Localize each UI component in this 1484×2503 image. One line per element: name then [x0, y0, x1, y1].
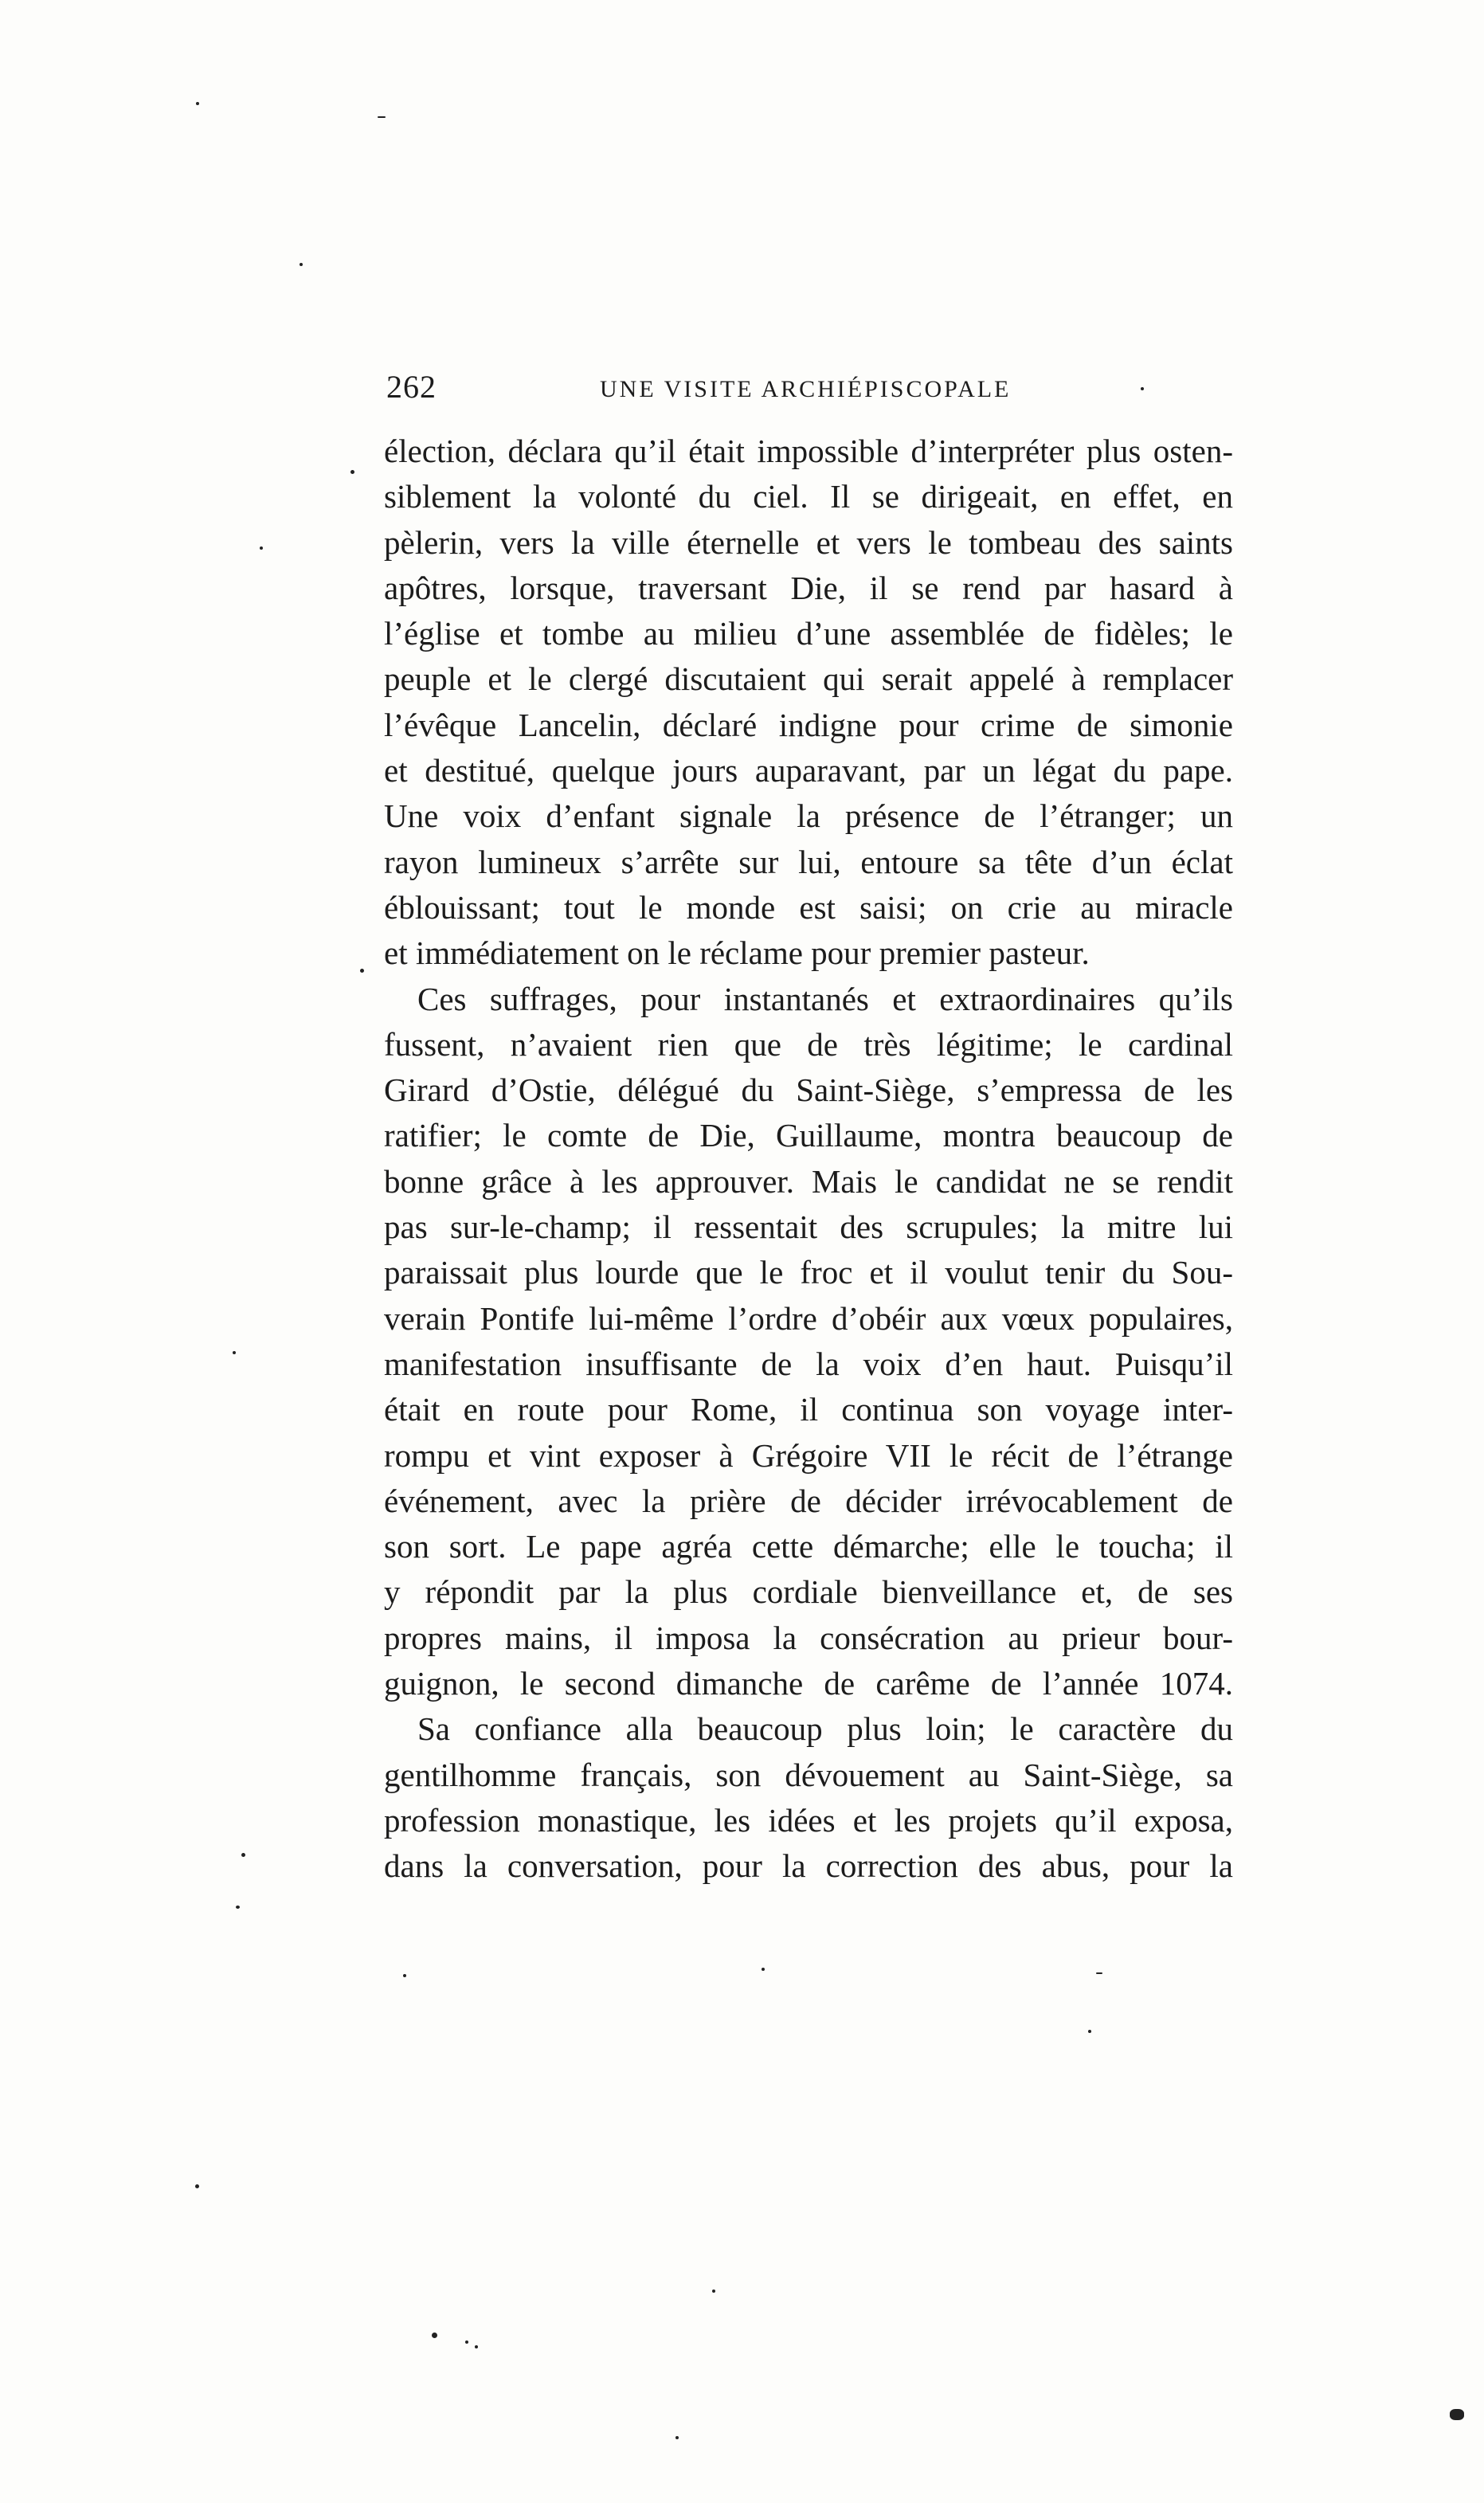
- text-line: guignon, le second dimanche de carême de l’année 1074.: [384, 1665, 1233, 1702]
- scan-speck: [196, 102, 199, 105]
- text-line: paraissait plus lourde que le froc et il voulut tenir du Sou-: [384, 1254, 1233, 1291]
- scan-speck: [1141, 387, 1144, 390]
- text-line: profession monastique, les idées et les projets qu’il exposa,: [384, 1801, 1233, 1839]
- paragraph-first-line: Ces suffrages, pour instantanés et extraordinaires qu’ils: [417, 980, 1233, 1017]
- scan-speck: [475, 2345, 478, 2348]
- scan-speck: [378, 116, 386, 118]
- scan-speck: [675, 2436, 679, 2439]
- text-line: l’église et tombe au milieu d’une assemblée de fidèles; le: [384, 615, 1233, 652]
- scan-speck: [432, 2333, 437, 2338]
- text-line: éblouissant; tout le monde est saisi; on crie au miracle: [384, 888, 1233, 926]
- text-line: Une voix d’enfant signale la présence de l’étranger; un: [384, 797, 1233, 835]
- text-line: apôtres, lorsque, traversant Die, il se rend par hasard à: [384, 569, 1233, 606]
- scan-speck: [1450, 2409, 1464, 2420]
- scan-speck: [233, 1351, 236, 1354]
- text-line: pas sur-le-champ; il ressentait des scrupules; la mitre lui: [384, 1208, 1233, 1246]
- scan-speck: [360, 969, 364, 973]
- paragraph-first-line: Sa confiance alla beaucoup plus loin; le caractère du: [417, 1710, 1233, 1748]
- text-line: verain Pontife lui-même l’ordre d’obéir aux vœux populaires,: [384, 1299, 1233, 1337]
- scan-speck: [300, 263, 303, 266]
- text-line: pèlerin, vers la ville éternelle et vers le tombeau des saints: [384, 523, 1233, 561]
- scan-speck: [260, 546, 263, 550]
- scan-speck: [1096, 1972, 1102, 1974]
- text-line: l’évêque Lancelin, déclaré indigne pour crime de simonie: [384, 706, 1233, 743]
- text-line: élection, déclara qu’il était impossible d’interpréter plus osten-: [384, 433, 1233, 469]
- text-line: gentilhomme français, son dévouement au Saint-Siège, sa: [384, 1756, 1233, 1793]
- text-line: rompu et vint exposer à Grégoire VII le récit de l’étrange: [384, 1436, 1233, 1474]
- text-line: rayon lumineux s’arrête sur lui, entoure sa tête d’un éclat: [384, 843, 1233, 880]
- scan-speck: [465, 2340, 468, 2344]
- text-line: son sort. Le pape agréa cette démarche; elle le toucha; il: [384, 1528, 1233, 1565]
- text-line: Girard d’Ostie, délégué du Saint-Siège, s’empressa de les: [384, 1071, 1233, 1109]
- page-number: 262: [386, 369, 437, 405]
- text-line: était en route pour Rome, il continua son voyage inter-: [384, 1391, 1233, 1428]
- body-text: [384, 429, 1233, 1890]
- text-line: siblement la volonté du ciel. Il se dirigeait, en effet, en: [384, 478, 1233, 515]
- scan-speck: [1088, 2030, 1091, 2033]
- running-head: [386, 368, 1231, 416]
- text-line: propres mains, il imposa la consécration au prieur bour-: [384, 1619, 1233, 1656]
- text-line: dans la conversation, pour la correction des abus, pour la: [384, 1847, 1233, 1885]
- scan-speck: [236, 1906, 240, 1909]
- text-line: événement, avec la prière de décider irrévocablement de: [384, 1482, 1233, 1519]
- text-line: ratifier; le comte de Die, Guillaume, montra beaucoup de: [384, 1117, 1233, 1154]
- scan-speck: [241, 1853, 245, 1857]
- scan-speck: [195, 2184, 199, 2188]
- scan-speck: [403, 1974, 406, 1977]
- scan-speck: [712, 2290, 715, 2293]
- scan-speck: [762, 1968, 765, 1971]
- text-line: et immédiatement on le réclame pour premier pasteur.: [384, 934, 1090, 972]
- scan-speck: [350, 470, 354, 474]
- text-line: y répondit par la plus cordiale bienveillance et, de ses: [384, 1573, 1233, 1611]
- running-title: UNE VISITE ARCHIÉPISCOPALE: [600, 376, 1012, 402]
- text-line: peuple et le clergé discutaient qui serait appelé à remplacer: [384, 660, 1233, 698]
- text-line: manifestation insuffisante de la voix d’en haut. Puisqu’il: [384, 1345, 1233, 1382]
- text-line: et destitué, quelque jours auparavant, par un légat du pape.: [384, 752, 1233, 789]
- text-line: fussent, n’avaient rien que de très légitime; le cardinal: [384, 1025, 1233, 1063]
- text-line: bonne grâce à les approuver. Mais le candidat ne se rendit: [384, 1162, 1233, 1200]
